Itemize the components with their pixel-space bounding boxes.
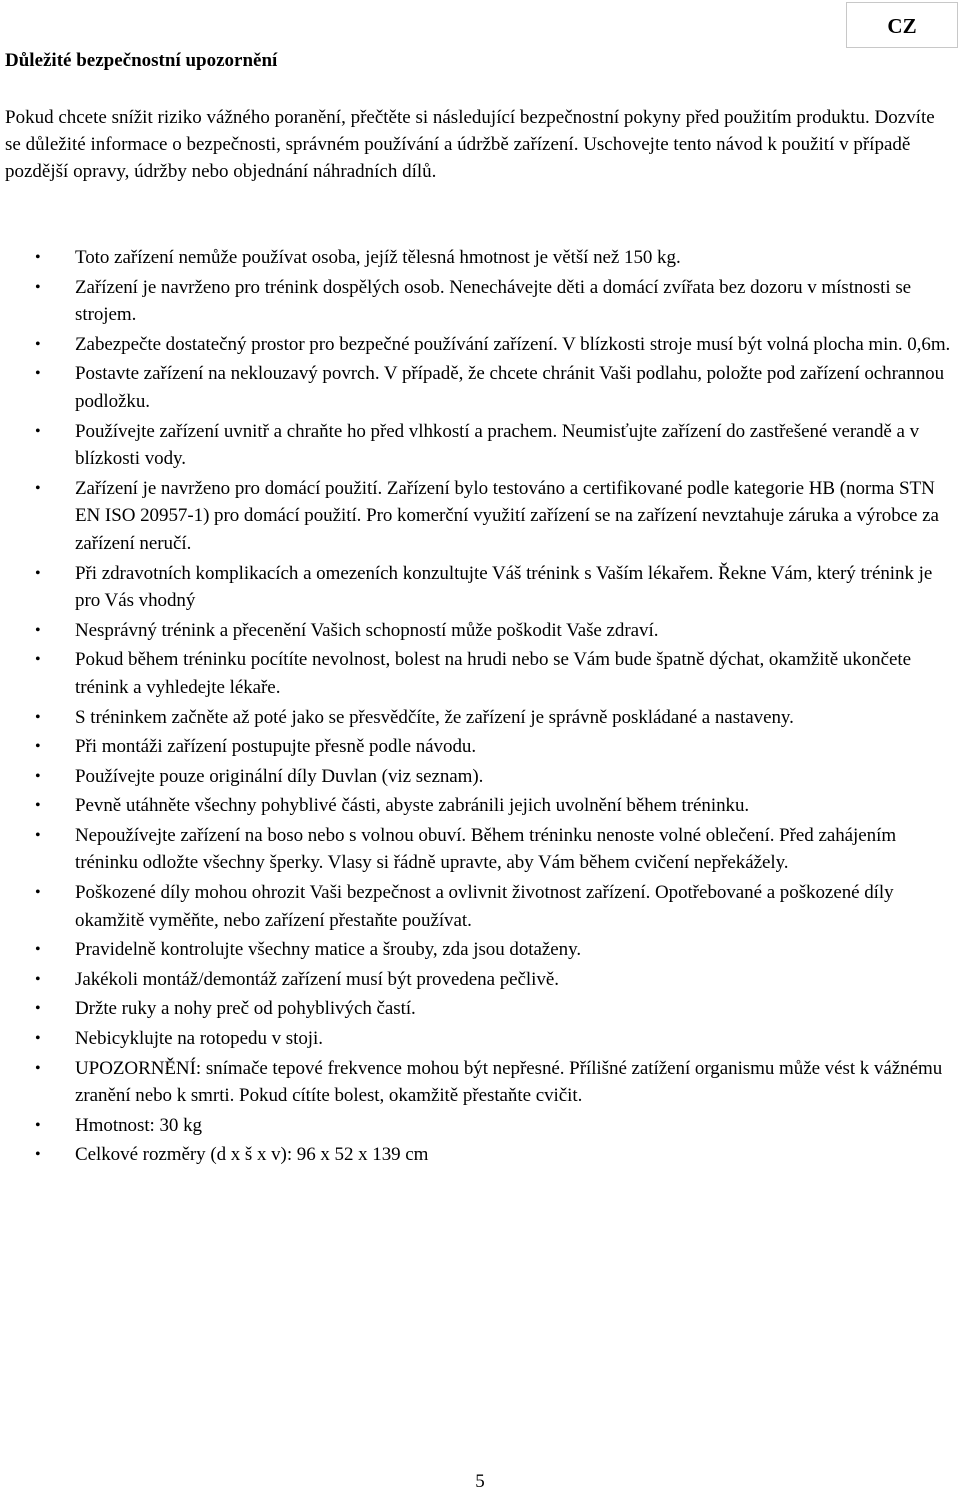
list-item [0,936,960,964]
bullet-icon: • [35,564,41,582]
list-item-text: UPOZORNĚNÍ: snímače tepové frekvence mohou být nepřesné. Přílišné zatížení organismu může vést k vážnému zranění nebo k smrti. Pokud cítíte bolest, okamžitě přestaňte cvičit. [75,1057,943,1107]
list-item [0,617,960,645]
bullet-icon: • [35,249,41,266]
list-item-text: Zařízení je navrženo pro domácí použití. Zařízení bylo testováno a certifikované podle kategorie HB (norma STN EN ISO 20957-1) pro domácí použití. Pro komerční využití zařízení se na zařízení nevztahuje záruka a výrobce za zařízení neručí. [75,477,939,554]
list-item-text: Zabezpečte dostatečný prostor pro bezpečné používání zařízení. V blízkosti stroje musí být volná plocha min. 0,6m. [75,333,951,355]
list-item [0,995,960,1023]
list-item-text: Pravidelně kontrolujte všechny matice a šrouby, zda jsou dotaženy. [75,939,582,961]
list-item [0,704,960,732]
bullet-icon: • [35,797,41,815]
list-item-text: Při zdravotních komplikacích a omezeních konzultujte Váš trénink s Vaším lékařem. Řekne Vám, který trénink je pro Vás vhodný [75,562,933,612]
bullet-icon: • [35,479,41,497]
safety-instructions-list [0,244,960,1171]
list-item [0,763,960,791]
bullet-icon: • [35,826,41,844]
bullet-icon: • [35,1000,41,1018]
list-item-text: Zařízení je navrženo pro trénink dospělých osob. Nenechávejte děti a domácí zvířata bez dozoru v místnosti se strojem. [75,276,912,326]
list-item [0,1055,960,1110]
intro-paragraph: Pokud chcete snížit riziko vážného poranění, přečtěte si následující bezpečnostní pokyny před použitím produktu. Dozvíte se důležité informace o bezpečnosti, správném používání a údržbě zařízení. Uschovejte tento návod k použití v případě pozdější opravy, údržby nebo objednání náhradních dílů. [5,107,935,182]
list-item-text: Postavte zařízení na neklouzavý povrch. V případě, že chcete chránit Vaši podlahu, položte pod zařízení ochrannou podložku. [75,363,945,412]
bullet-icon: • [35,970,41,988]
list-item [0,475,960,558]
bullet-icon: • [35,621,41,639]
bullet-icon: • [35,884,41,902]
page-title: Důležité bezpečnostní upozornění [5,50,278,71]
bullet-icon: • [35,767,41,785]
bullet-icon: • [35,422,41,440]
bullet-icon: • [35,278,41,296]
list-item [0,966,960,994]
list-item [0,1025,960,1053]
list-item [0,360,960,415]
list-item-text: Toto zařízení nemůže používat osoba, jejíž tělesná hmotnost je větší než 150 kg. [75,247,681,268]
list-item [0,244,960,272]
list-item [0,274,960,329]
bullet-icon: • [35,1146,41,1164]
list-item [0,1141,960,1169]
list-item [0,733,960,761]
list-item [0,822,960,877]
list-item-text: Poškozené díly mohou ohrozit Vaši bezpečnost a ovlivnit životnost zařízení. Opotřebované a poškozené díly okamžitě vyměňte, nebo zařízení přestaňte používat. [75,882,894,931]
bullet-icon: • [35,708,41,726]
list-item-text: Při montáži zařízení postupujte přesně podle návodu. [75,736,477,758]
list-item [0,418,960,473]
list-item [0,879,960,934]
list-item-text: Pokud během tréninku pocítíte nevolnost, bolest na hrudi nebo se Vám bude špatně dýchat, okamžitě ukončete trénink a vyhledejte lékaře. [75,649,911,698]
page-number: 5 [475,1471,485,1492]
list-item-text: S tréninkem začněte až poté jako se přesvědčíte, že zařízení je správně poskládané a nastaveny. [75,706,794,728]
list-item-text: Pevně utáhněte všechny pohyblivé části, abyste zabránili jejich uvolnění během tréninku. [75,795,750,817]
bullet-icon: • [35,365,41,383]
list-item [0,1112,960,1140]
list-item [0,560,960,615]
bullet-icon: • [35,1116,41,1134]
list-item [0,331,960,359]
list-item-text: Hmotnost: 30 kg [75,1114,202,1136]
list-item-text: Jakékoli montáž/demontáž zařízení musí být provedena pečlivě. [75,968,559,990]
list-item-text: Nesprávný trénink a přecenění Vašich schopností může poškodit Vaše zdraví. [75,619,659,641]
list-item-text: Nepoužívejte zařízení na boso nebo s volnou obuví. Během tréninku nenoste volné oblečení. Před zahájením tréninku odložte všechny šperky. Vlasy si řádně upravte, aby Vám během cvičení nepřekážely. [75,824,897,874]
list-item-text: Používejte zařízení uvnitř a chraňte ho před vlhkostí a prachem. Neumisťujte zařízení do zastřešené verandě a v blízkosti vody. [75,420,920,470]
bullet-icon: • [35,651,41,669]
list-item-text: Celkové rozměry (d x š x v): 96 x 52 x 139 cm [75,1144,429,1166]
language-badge: CZ [846,2,958,48]
bullet-icon: • [35,1059,41,1077]
list-item [0,792,960,820]
list-item [0,646,960,701]
bullet-icon: • [35,1030,41,1048]
list-item-text: Používejte pouze originální díly Duvlan (viz seznam). [75,765,484,787]
bullet-icon: • [35,335,41,353]
bullet-icon: • [35,941,41,959]
list-item-text: Nebicyklujte na rotopedu v stoji. [75,1028,323,1050]
bullet-icon: • [35,738,41,756]
list-item-text: Držte ruky a nohy preč od pohyblivých častí. [75,998,416,1020]
